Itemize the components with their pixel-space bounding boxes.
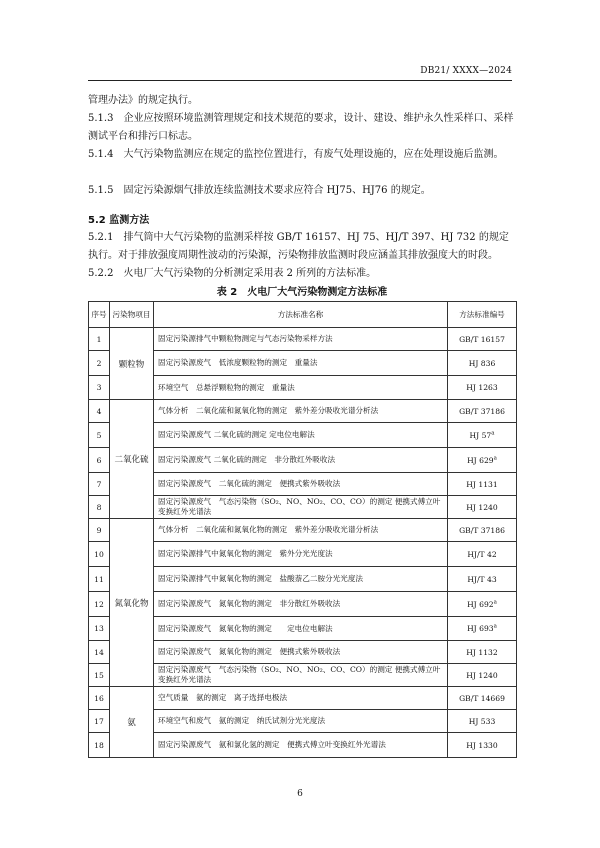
header-no: 序号 bbox=[89, 302, 110, 328]
method-code-text: HJ 57 bbox=[469, 430, 492, 440]
row-number: 4 bbox=[89, 400, 110, 423]
method-code bbox=[448, 664, 517, 687]
method-code bbox=[448, 351, 517, 376]
table-row bbox=[89, 423, 517, 448]
method-name: 固定污染源废气 氮氧化物的测定 便携式紫外吸收法 bbox=[154, 641, 448, 664]
method-code bbox=[448, 328, 517, 351]
footnote-marker: a bbox=[493, 623, 497, 630]
pollutant-cell: 氮氧化物 bbox=[110, 519, 154, 687]
header-code: 方法标准编号 bbox=[448, 302, 517, 328]
method-code-text: GB/T 37186 bbox=[459, 406, 505, 416]
method-name: 气体分析 二氧化硫和氮氧化物的测定 紫外差分吸收光谱分析法 bbox=[154, 519, 448, 542]
method-code bbox=[448, 617, 517, 641]
table-row bbox=[89, 519, 517, 542]
paragraph-5-1-3: 5.1.3 企业应按照环境监测管理规定和技术规范的要求，设计、建设、维护永久性采样口、采样测试平台和排污口标志。 bbox=[88, 113, 514, 142]
method-name: 固定污染源废气 二氧化硫的测定 定电位电解法 bbox=[154, 423, 448, 448]
method-name: 固定污染源废气 低浓度颗粒物的测定 重量法 bbox=[154, 351, 448, 376]
header-rule bbox=[88, 80, 512, 81]
table-row bbox=[89, 592, 517, 617]
method-code-text: HJ 1240 bbox=[466, 670, 498, 680]
row-number: 9 bbox=[89, 519, 110, 542]
method-code bbox=[448, 733, 517, 758]
table-row bbox=[89, 351, 517, 376]
method-code-text: HJ/T 42 bbox=[467, 549, 497, 559]
method-name: 固定污染源废气 气态污染物（SO₂、NO、NO₂、CO、CO）的测定 便携式傅立叶变换红外光谱法 bbox=[154, 496, 448, 519]
paragraph-5-1-4: 5.1.4 大气污染物监测应在规定的监控位置进行，有废气处理设施的，应在处理设施后监测。 bbox=[88, 149, 504, 160]
method-code-text: GB/T 37186 bbox=[459, 525, 505, 535]
paragraph-continuation: 管理办法》的规定执行。 bbox=[88, 95, 198, 106]
table-row bbox=[89, 567, 517, 592]
method-code-text: HJ 836 bbox=[468, 358, 496, 368]
row-number: 18 bbox=[89, 733, 110, 758]
row-number: 12 bbox=[89, 592, 110, 617]
header-pollutant: 污染物项目 bbox=[110, 302, 154, 328]
method-code-text: HJ 629 bbox=[467, 455, 494, 465]
pollutant-cell: 二氧化硫 bbox=[110, 400, 154, 519]
method-code-text: HJ 1131 bbox=[466, 479, 498, 489]
method-code bbox=[448, 376, 517, 400]
method-code-text: HJ 533 bbox=[468, 716, 496, 726]
footnote-marker: a bbox=[491, 429, 495, 436]
method-code bbox=[448, 592, 517, 617]
method-code-text: HJ/T 43 bbox=[467, 574, 497, 584]
row-number: 2 bbox=[89, 351, 110, 376]
table-body bbox=[89, 328, 517, 758]
table-row bbox=[89, 542, 517, 567]
method-name: 固定污染源废气 氨和氯化氢的测定 便携式傅立叶变换红外光谱法 bbox=[154, 733, 448, 758]
row-number: 1 bbox=[89, 328, 110, 351]
footnote-marker: a bbox=[493, 454, 497, 461]
section-heading-5-2: 5.2 监测方法 bbox=[88, 215, 150, 226]
method-name: 固定污染源废气 气态污染物（SO₂、NO、NO₂、CO、CO）的测定 便携式傅立叶变换红外光谱法 bbox=[154, 664, 448, 687]
method-code bbox=[448, 400, 517, 423]
table-row bbox=[89, 617, 517, 641]
pollutant-cell: 氨 bbox=[110, 687, 154, 758]
method-code-text: HJ 1240 bbox=[466, 502, 498, 512]
method-code bbox=[448, 542, 517, 567]
row-number: 15 bbox=[89, 664, 110, 687]
table-row bbox=[89, 328, 517, 351]
page-number: 6 bbox=[297, 789, 303, 799]
method-name: 固定污染源废气 氮氧化物的测定 定电位电解法 bbox=[154, 617, 448, 641]
paragraph-5-2-2: 5.2.2 火电厂大气污染物的分析测定采用表 2 所列的方法标准。 bbox=[88, 268, 377, 279]
method-name: 固定污染源排气中颗粒物测定与气态污染物采样方法 bbox=[154, 328, 448, 351]
method-name: 固定污染源废气 氮氧化物的测定 非分散红外吸收法 bbox=[154, 592, 448, 617]
table-row bbox=[89, 687, 517, 710]
method-code-text: GB/T 14669 bbox=[459, 693, 505, 703]
table-row bbox=[89, 733, 517, 758]
table-row bbox=[89, 400, 517, 423]
row-number: 10 bbox=[89, 542, 110, 567]
paragraph-5-1-5: 5.1.5 固定污染源烟气排放连续监测技术要求应符合 HJ75、HJ76 的规定。 bbox=[88, 185, 431, 196]
method-code bbox=[448, 710, 517, 733]
method-code-text: HJ 1132 bbox=[466, 647, 498, 657]
method-standards-table bbox=[88, 301, 517, 758]
method-name: 空气质量 氨的测定 离子选择电极法 bbox=[154, 687, 448, 710]
method-code-text: HJ 1330 bbox=[466, 740, 498, 750]
table-row bbox=[89, 473, 517, 496]
row-number: 11 bbox=[89, 567, 110, 592]
row-number: 16 bbox=[89, 687, 110, 710]
method-code bbox=[448, 448, 517, 473]
method-name: 气体分析 二氧化硫和氮氧化物的测定 紫外差分吸收光谱分析法 bbox=[154, 400, 448, 423]
method-code-text: HJ 692 bbox=[467, 599, 494, 609]
method-code bbox=[448, 567, 517, 592]
method-code bbox=[448, 496, 517, 519]
method-code bbox=[448, 473, 517, 496]
row-number: 5 bbox=[89, 423, 110, 448]
table-row bbox=[89, 664, 517, 687]
method-name: 固定污染源排气中氮氧化物的测定 盐酸萘乙二胺分光光度法 bbox=[154, 567, 448, 592]
paragraph-5-2-1: 5.2.1 排气筒中大气污染物的监测采样按 GB/T 16157、HJ 75、HJ/T 397、HJ 732 的规定执行。对于排放强度周期性波动的污染源，污染物排放监测时段应涵盖其排放强度大的时段。 bbox=[88, 232, 509, 261]
method-code bbox=[448, 423, 517, 448]
method-name: 固定污染源废气 二氧化硫的测定 非分散红外吸收法 bbox=[154, 448, 448, 473]
method-code bbox=[448, 519, 517, 542]
table-row bbox=[89, 710, 517, 733]
row-number: 7 bbox=[89, 473, 110, 496]
header-method: 方法标准名称 bbox=[154, 302, 448, 328]
table-row bbox=[89, 641, 517, 664]
row-number: 8 bbox=[89, 496, 110, 519]
table-row bbox=[89, 448, 517, 473]
document-code: DB21/ XXXX—2024 bbox=[420, 66, 512, 76]
method-code-text: GB/T 16157 bbox=[459, 334, 505, 344]
row-number: 13 bbox=[89, 617, 110, 641]
row-number: 6 bbox=[89, 448, 110, 473]
method-code bbox=[448, 687, 517, 710]
table-row bbox=[89, 376, 517, 400]
method-name: 固定污染源废气 二氧化硫的测定 便携式紫外吸收法 bbox=[154, 473, 448, 496]
table-title: 表 2 火电厂大气污染物测定方法标准 bbox=[216, 287, 388, 298]
method-code-text: HJ 1263 bbox=[466, 383, 498, 392]
method-name: 环境空气 总悬浮颗粒物的测定 重量法 bbox=[154, 376, 448, 400]
row-number: 17 bbox=[89, 710, 110, 733]
method-name: 固定污染源排气中氮氧化物的测定 紫外分光光度法 bbox=[154, 542, 448, 567]
method-code-text: HJ 693 bbox=[467, 624, 494, 633]
table-row bbox=[89, 496, 517, 519]
method-code bbox=[448, 641, 517, 664]
table-header-row bbox=[89, 302, 517, 328]
row-number: 3 bbox=[89, 376, 110, 400]
row-number: 14 bbox=[89, 641, 110, 664]
method-name: 环境空气和废气 氨的测定 纳氏试剂分光光度法 bbox=[154, 710, 448, 733]
pollutant-cell: 颗粒物 bbox=[110, 328, 154, 400]
footnote-marker: a bbox=[493, 598, 497, 605]
